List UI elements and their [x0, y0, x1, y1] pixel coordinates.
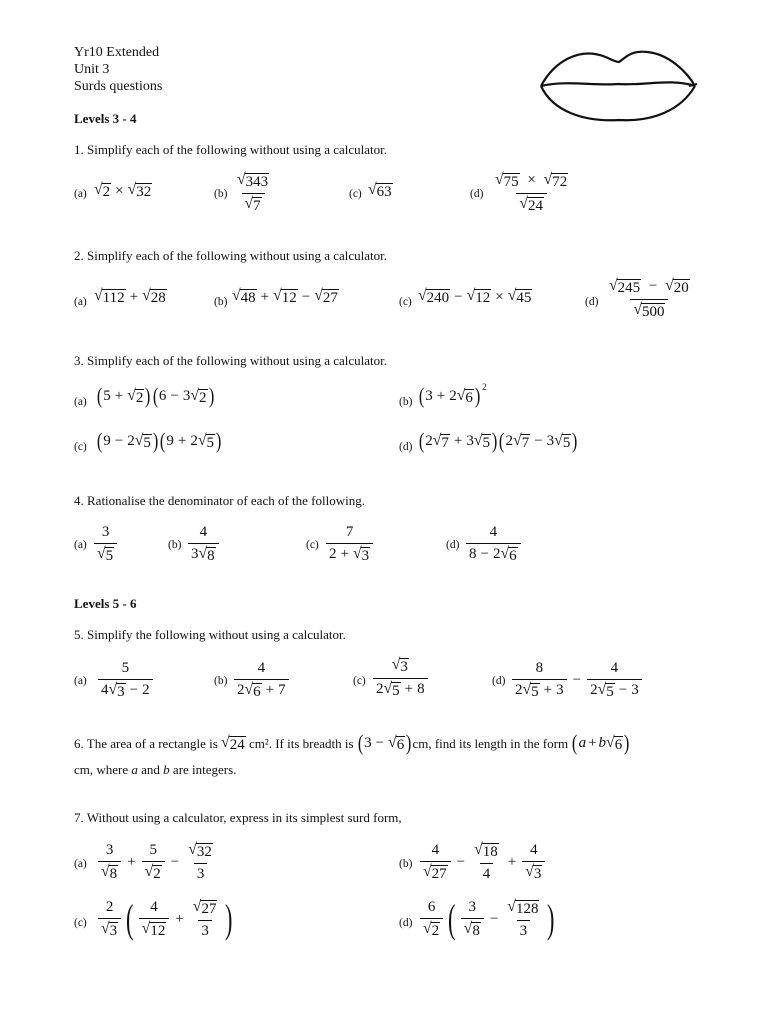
q1-label-c: (c) — [349, 188, 362, 200]
q5-label-c: (c) — [353, 675, 366, 687]
q7-label-d: (d) — [399, 917, 413, 929]
question-4-text: 4. Rationalise the denominator of each of the following. — [74, 493, 365, 508]
question-1-text: 1. Simplify each of the following without using a calculator. — [74, 142, 388, 157]
lips-drawing — [535, 42, 700, 124]
q2d-expression: √ 245 − √ 20 √ 500 — [609, 277, 689, 320]
q4d-expression: 4 8 − 2 √ 6 — [464, 524, 523, 565]
q1a-expression: √ 2 × √ 32 — [94, 181, 152, 200]
q3b-expression: ( 3 + 2 √ 6 ) 2 — [418, 381, 487, 408]
q7-label-b: (b) — [399, 858, 413, 870]
q4a-expression: 3 √ 5 — [92, 524, 119, 565]
q2b-expression: √ 48 + √ 12 − √ 27 — [232, 287, 338, 306]
q7a-expression: 3 √ 8 + 5 √ 2 − √ 32 3 — [96, 842, 218, 883]
q5c-expression: √ 3 2 √ 5 + 8 — [371, 657, 430, 700]
course-title: Yr10 Extended — [74, 45, 160, 60]
q7-label-c: (c) — [74, 917, 87, 929]
q2-label-b: (b) — [214, 296, 228, 308]
q5a-expression: 5 4 √ 3 − 2 — [96, 660, 155, 701]
q1-label-a: (a) — [74, 188, 87, 200]
q7d-expression: 6 √ 2 ( 3 √ 8 − √ 128 3 ) — [418, 899, 558, 940]
q1-label-b: (b) — [214, 188, 228, 200]
q3-label-a: (a) — [74, 396, 87, 408]
topic-title: Surds questions — [74, 79, 163, 94]
q5-label-a: (a) — [74, 675, 87, 687]
q2a-expression: √ 112 + √ 28 — [94, 287, 166, 306]
q7c-expression: 2 √ 3 ( 4 √ 12 + √ 27 3 ) — [96, 899, 236, 940]
question-6-line-2: cm, where a and b are integers. — [74, 762, 237, 777]
q5b-expression: 4 2 √ 6 + 7 — [232, 660, 291, 701]
q7-label-a: (a) — [74, 858, 87, 870]
q1b-expression: √ 343 √ 7 — [237, 171, 269, 214]
question-5-text: 5. Simplify the following without using a calculator. — [74, 627, 346, 642]
q4-label-c: (c) — [306, 539, 319, 551]
q4-label-a: (a) — [74, 539, 87, 551]
q3a-expression: ( 5 + √ 2 ) ( 6 − 3 √ 2 ) — [96, 384, 214, 408]
q2-label-d: (d) — [585, 296, 599, 308]
q3-label-c: (c) — [74, 441, 87, 453]
q5-label-b: (b) — [214, 675, 228, 687]
q3c-expression: ( 9 − 2 √ 5 ) ( 9 + 2 √ 5 ) — [96, 429, 222, 453]
q4c-expression: 7 2 + √ 3 — [324, 524, 375, 565]
q3d-expression: ( 2 √ 7 + 3 √ 5 ) ( 2 √ 7 − 3 √ 5 ) — [418, 429, 578, 453]
q1d-expression: √ 75 × √ 72 √ 24 — [495, 171, 568, 214]
q5d-expression: 8 2 √ 5 + 3 − 4 2 √ 5 − 3 — [510, 660, 644, 701]
q1-label-d: (d) — [470, 188, 484, 200]
question-2-text: 2. Simplify each of the following without using a calculator. — [74, 248, 388, 263]
levels-5-6-heading: Levels 5 - 6 — [74, 596, 137, 611]
q2-label-c: (c) — [399, 296, 412, 308]
q2c-expression: √ 240 − √ 12 × √ 45 — [418, 287, 532, 306]
q3-label-d: (d) — [399, 441, 413, 453]
q4b-expression: 4 3 √ 8 — [186, 524, 221, 565]
q1c-expression: √ 63 — [368, 181, 392, 200]
q2-label-a: (a) — [74, 296, 87, 308]
q4-label-b: (b) — [168, 539, 182, 551]
question-3-text: 3. Simplify each of the following without using a calculator. — [74, 353, 388, 368]
q4-label-d: (d) — [446, 539, 460, 551]
question-7-text: 7. Without using a calculator, express in its simplest surd form, — [74, 810, 402, 825]
unit-title: Unit 3 — [74, 62, 110, 77]
levels-3-4-heading: Levels 3 - 4 — [74, 111, 137, 126]
question-6-line-1: 6. The area of a rectangle is √ 24 cm². If its breadth is ( 3 − √ 6 ) cm, find its length in the form ( a + b √ 6 ) — [74, 731, 630, 755]
q7b-expression: 4 √ 27 − √ 18 4 + 4 √ 3 — [418, 842, 547, 883]
q3-label-b: (b) — [399, 396, 413, 408]
q5-label-d: (d) — [492, 675, 506, 687]
